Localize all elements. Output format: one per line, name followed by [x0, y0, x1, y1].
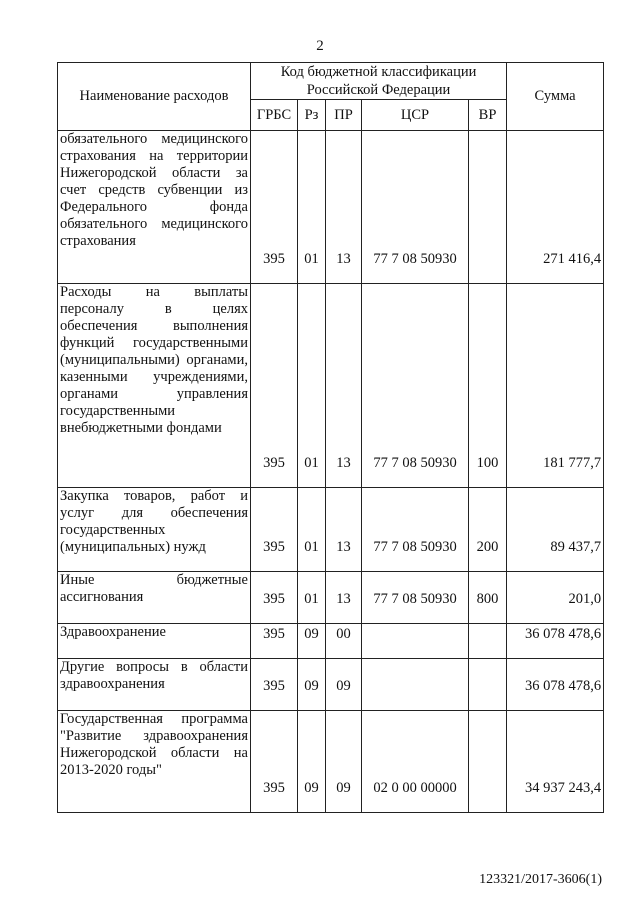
row-sum: 36 078 478,6 [507, 659, 604, 696]
document-id: 123321/2017-3606(1) [479, 872, 602, 887]
row-pr: 13 [326, 488, 362, 557]
header-pr: ПР [326, 100, 362, 131]
row-csr: 77 7 08 50930 [362, 284, 469, 473]
header-vr: ВР [469, 100, 507, 131]
row-pr: 13 [326, 572, 362, 609]
table-row [58, 488, 604, 557]
row-name: Иные бюджетные ассигнования [58, 572, 251, 609]
row-sum: 201,0 [507, 572, 604, 609]
page-number: 2 [316, 38, 324, 54]
table-row [58, 284, 604, 473]
row-grbs: 395 [251, 572, 298, 609]
row-sum: 181 777,7 [507, 284, 604, 473]
table-row [58, 624, 604, 644]
table-row [58, 131, 604, 269]
row-grbs: 395 [251, 659, 298, 696]
table-row [58, 572, 604, 609]
row-csr: 77 7 08 50930 [362, 131, 469, 269]
header-sum: Сумма [507, 63, 604, 131]
row-vr [469, 131, 507, 269]
row-rz: 01 [298, 131, 326, 269]
row-name: обязательного медицинского страхования на территории Нижегородской области за счет средств субвенции из Федерального фонда обязательного медицинского страхования [58, 131, 251, 269]
row-rz: 01 [298, 488, 326, 557]
row-grbs: 395 [251, 488, 298, 557]
row-vr: 800 [469, 572, 507, 609]
row-name: Расходы на выплаты персоналу в целях обеспечения выполнения функций государственными (муниципальными) органами, казенными учреждениями, органами управления государственными внебюджетными фондами [58, 284, 251, 473]
row-pr: 09 [326, 711, 362, 798]
row-sum: 34 937 243,4 [507, 711, 604, 798]
row-csr: 77 7 08 50930 [362, 572, 469, 609]
row-spacer [58, 695, 604, 711]
row-sum: 271 416,4 [507, 131, 604, 269]
header-code-group: Код бюджетной классификации Российской Федерации [251, 63, 507, 100]
row-vr [469, 711, 507, 798]
row-vr [469, 659, 507, 696]
row-spacer [58, 608, 604, 624]
table-row [58, 711, 604, 798]
row-pr: 00 [326, 624, 362, 644]
row-csr: 77 7 08 50930 [362, 488, 469, 557]
row-vr: 200 [469, 488, 507, 557]
row-name: Государственная программа "Развитие здравоохранения Нижегородской области на 2013-2020 годы" [58, 711, 251, 798]
row-spacer [58, 472, 604, 488]
row-sum: 89 437,7 [507, 488, 604, 557]
header-grbs: ГРБС [251, 100, 298, 131]
row-name: Другие вопросы в области здравоохранения [58, 659, 251, 696]
row-rz: 09 [298, 711, 326, 798]
row-spacer [58, 268, 604, 284]
row-grbs: 395 [251, 284, 298, 473]
table-row [58, 659, 604, 696]
row-grbs: 395 [251, 131, 298, 269]
row-rz: 09 [298, 624, 326, 644]
row-spacer [58, 556, 604, 572]
header-rz: Рз [298, 100, 326, 131]
header-csr: ЦСР [362, 100, 469, 131]
row-csr: 02 0 00 00000 [362, 711, 469, 798]
row-vr: 100 [469, 284, 507, 473]
row-pr: 13 [326, 131, 362, 269]
row-csr [362, 659, 469, 696]
row-rz: 01 [298, 572, 326, 609]
row-name: Здравоохранение [58, 624, 251, 644]
row-rz: 01 [298, 284, 326, 473]
row-pr: 13 [326, 284, 362, 473]
row-grbs: 395 [251, 624, 298, 644]
row-grbs: 395 [251, 711, 298, 798]
row-sum: 36 078 478,6 [507, 624, 604, 644]
row-rz: 09 [298, 659, 326, 696]
row-csr [362, 624, 469, 644]
row-spacer [58, 797, 604, 813]
row-spacer [58, 643, 604, 659]
row-vr [469, 624, 507, 644]
row-name: Закупка товаров, работ и услуг для обеспечения государственных (муниципальных) нужд [58, 488, 251, 557]
budget-expenses-table [57, 62, 604, 813]
header-name: Наименование расходов [58, 63, 251, 131]
row-pr: 09 [326, 659, 362, 696]
